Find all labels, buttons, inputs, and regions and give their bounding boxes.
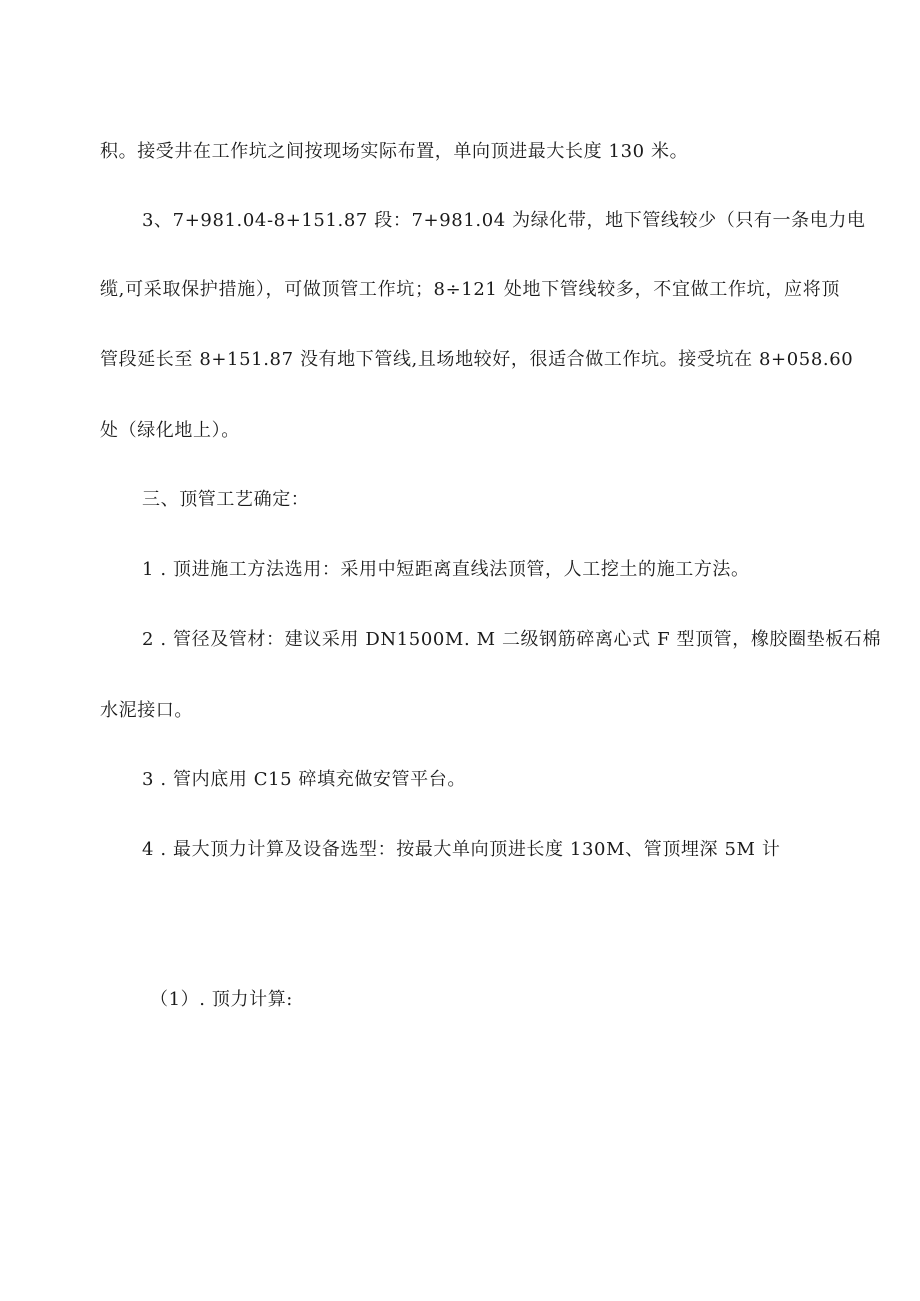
item-1: 1 . 顶进施工方法选用：采用中短距离直线法顶管，人工挖土的施工方法。 — [142, 559, 750, 580]
section-3-line-1: 3、7+981.04-8+151.87 段：7+981.04 为绿化带，地下管线较少（只有一条电力电 — [142, 210, 866, 231]
item-4: 4 . 最大顶力计算及设备选型：按最大单向顶进长度 130M、管顶埋深 5M 计 — [142, 839, 781, 860]
subheading-jacking-force: （1）. 顶力计算: — [150, 989, 293, 1010]
item-3: 3 . 管内底用 C15 碎填充做安管平台。 — [142, 769, 466, 790]
paragraph-line-1: 积。接受井在工作坑之间按现场实际布置，单向顶进最大长度 130 米。 — [100, 141, 689, 162]
section-3-line-3: 管段延长至 8+151.87 没有地下管线,且场地较好，很适合做工作坑。接受坑在 8+058.60 — [100, 349, 854, 370]
item-2-line-1: 2 . 管径及管材：建议采用 DN1500M. M 二级钢筋碎离心式 F 型顶管，橡胶圈垫板石棉 — [142, 629, 882, 650]
section-3-line-4: 处（绿化地上）。 — [100, 420, 240, 441]
item-2-line-2: 水泥接口。 — [100, 700, 193, 721]
heading-three: 三、顶管工艺确定： — [142, 489, 310, 510]
section-3-line-2: 缆,可采取保护措施），可做顶管工作坑；8÷121 处地下管线较多，不宜做工作坑，应将顶 — [100, 279, 840, 300]
